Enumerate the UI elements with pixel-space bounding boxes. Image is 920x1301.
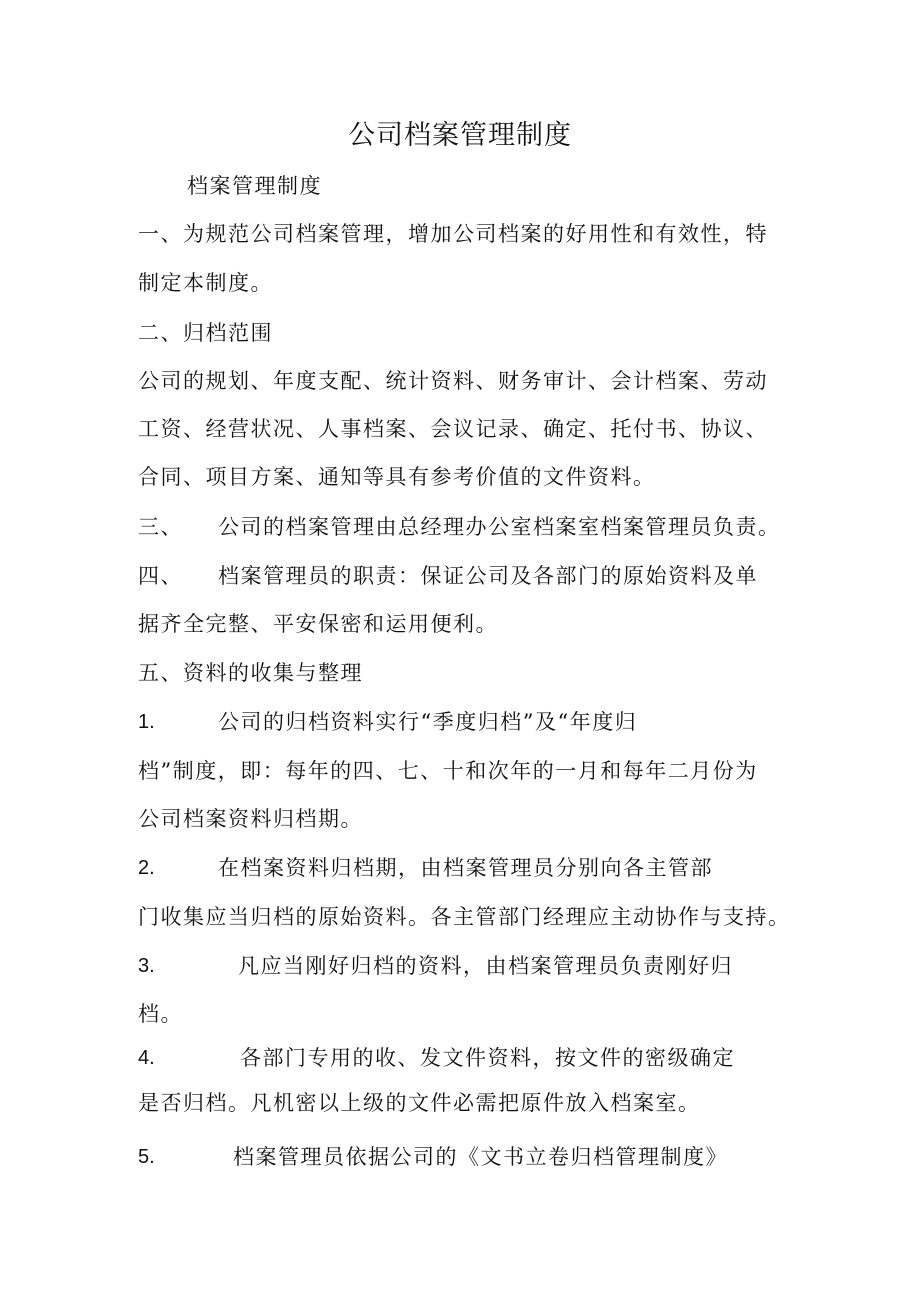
paragraph-line: 是否归档。凡机密以上级的文件必需把原件放入档案室。 <box>138 1091 701 1115</box>
list-number: 3. <box>138 955 155 977</box>
paragraph-line: 公司的档案管理由总经理办公室档案室档案管理员负责。 <box>218 515 781 539</box>
paragraph-line: 一、为规范公司档案管理，增加公司档案的好用性和有效性，特 <box>138 222 768 246</box>
paragraph-line: 据齐全完整、平安保密和运用便利。 <box>138 612 498 636</box>
list-item-text: 档案管理员依据公司的《文书立卷归档管理制度》 <box>233 1145 728 1169</box>
section-heading: 五、资料的收集与整理 <box>138 661 363 685</box>
list-number: 5. <box>138 1146 155 1168</box>
list-item-text: 在档案资料归档期，由档案管理员分别向各主管部 <box>218 856 713 880</box>
paragraph-line: 档。 <box>138 1002 183 1026</box>
list-number: 4. <box>138 1047 155 1069</box>
list-item-text: 公司的归档资料实行“季度归档”及“年度归 <box>218 710 638 734</box>
paragraph-line: 档案管理员的职责：保证公司及各部门的原始资料及单 <box>218 564 758 588</box>
list-number: 1. <box>138 711 155 733</box>
list-item-text: 凡应当刚好归档的资料，由档案管理员负责刚好归 <box>238 954 733 978</box>
paragraph-line: 制定本制度。 <box>138 271 273 295</box>
list-item-text: 各部门专用的收、发文件资料，按文件的密级确定 <box>240 1046 735 1070</box>
section-label: 三、 <box>138 515 183 539</box>
section-label: 四、 <box>138 564 183 588</box>
paragraph-line: 公司档案资料归档期。 <box>138 807 363 831</box>
list-number: 2. <box>138 857 155 879</box>
paragraph-line: 合同、项目方案、通知等具有参考价值的文件资料。 <box>138 465 656 489</box>
section-heading: 二、归档范围 <box>138 321 273 345</box>
document-subtitle: 档案管理制度 <box>187 174 322 198</box>
paragraph-line: 档”制度，即：每年的四、七、十和次年的一月和每年二月份为 <box>138 759 758 783</box>
paragraph-line: 门收集应当归档的原始资料。各主管部门经理应主动协作与支持。 <box>138 905 791 929</box>
document-title: 公司档案管理制度 <box>348 120 572 151</box>
paragraph-line: 工资、经营状况、人事档案、会议记录、确定、托付书、协议、 <box>138 417 768 441</box>
paragraph-line: 公司的规划、年度支配、统计资料、财务审计、会计档案、劳动 <box>138 369 768 393</box>
